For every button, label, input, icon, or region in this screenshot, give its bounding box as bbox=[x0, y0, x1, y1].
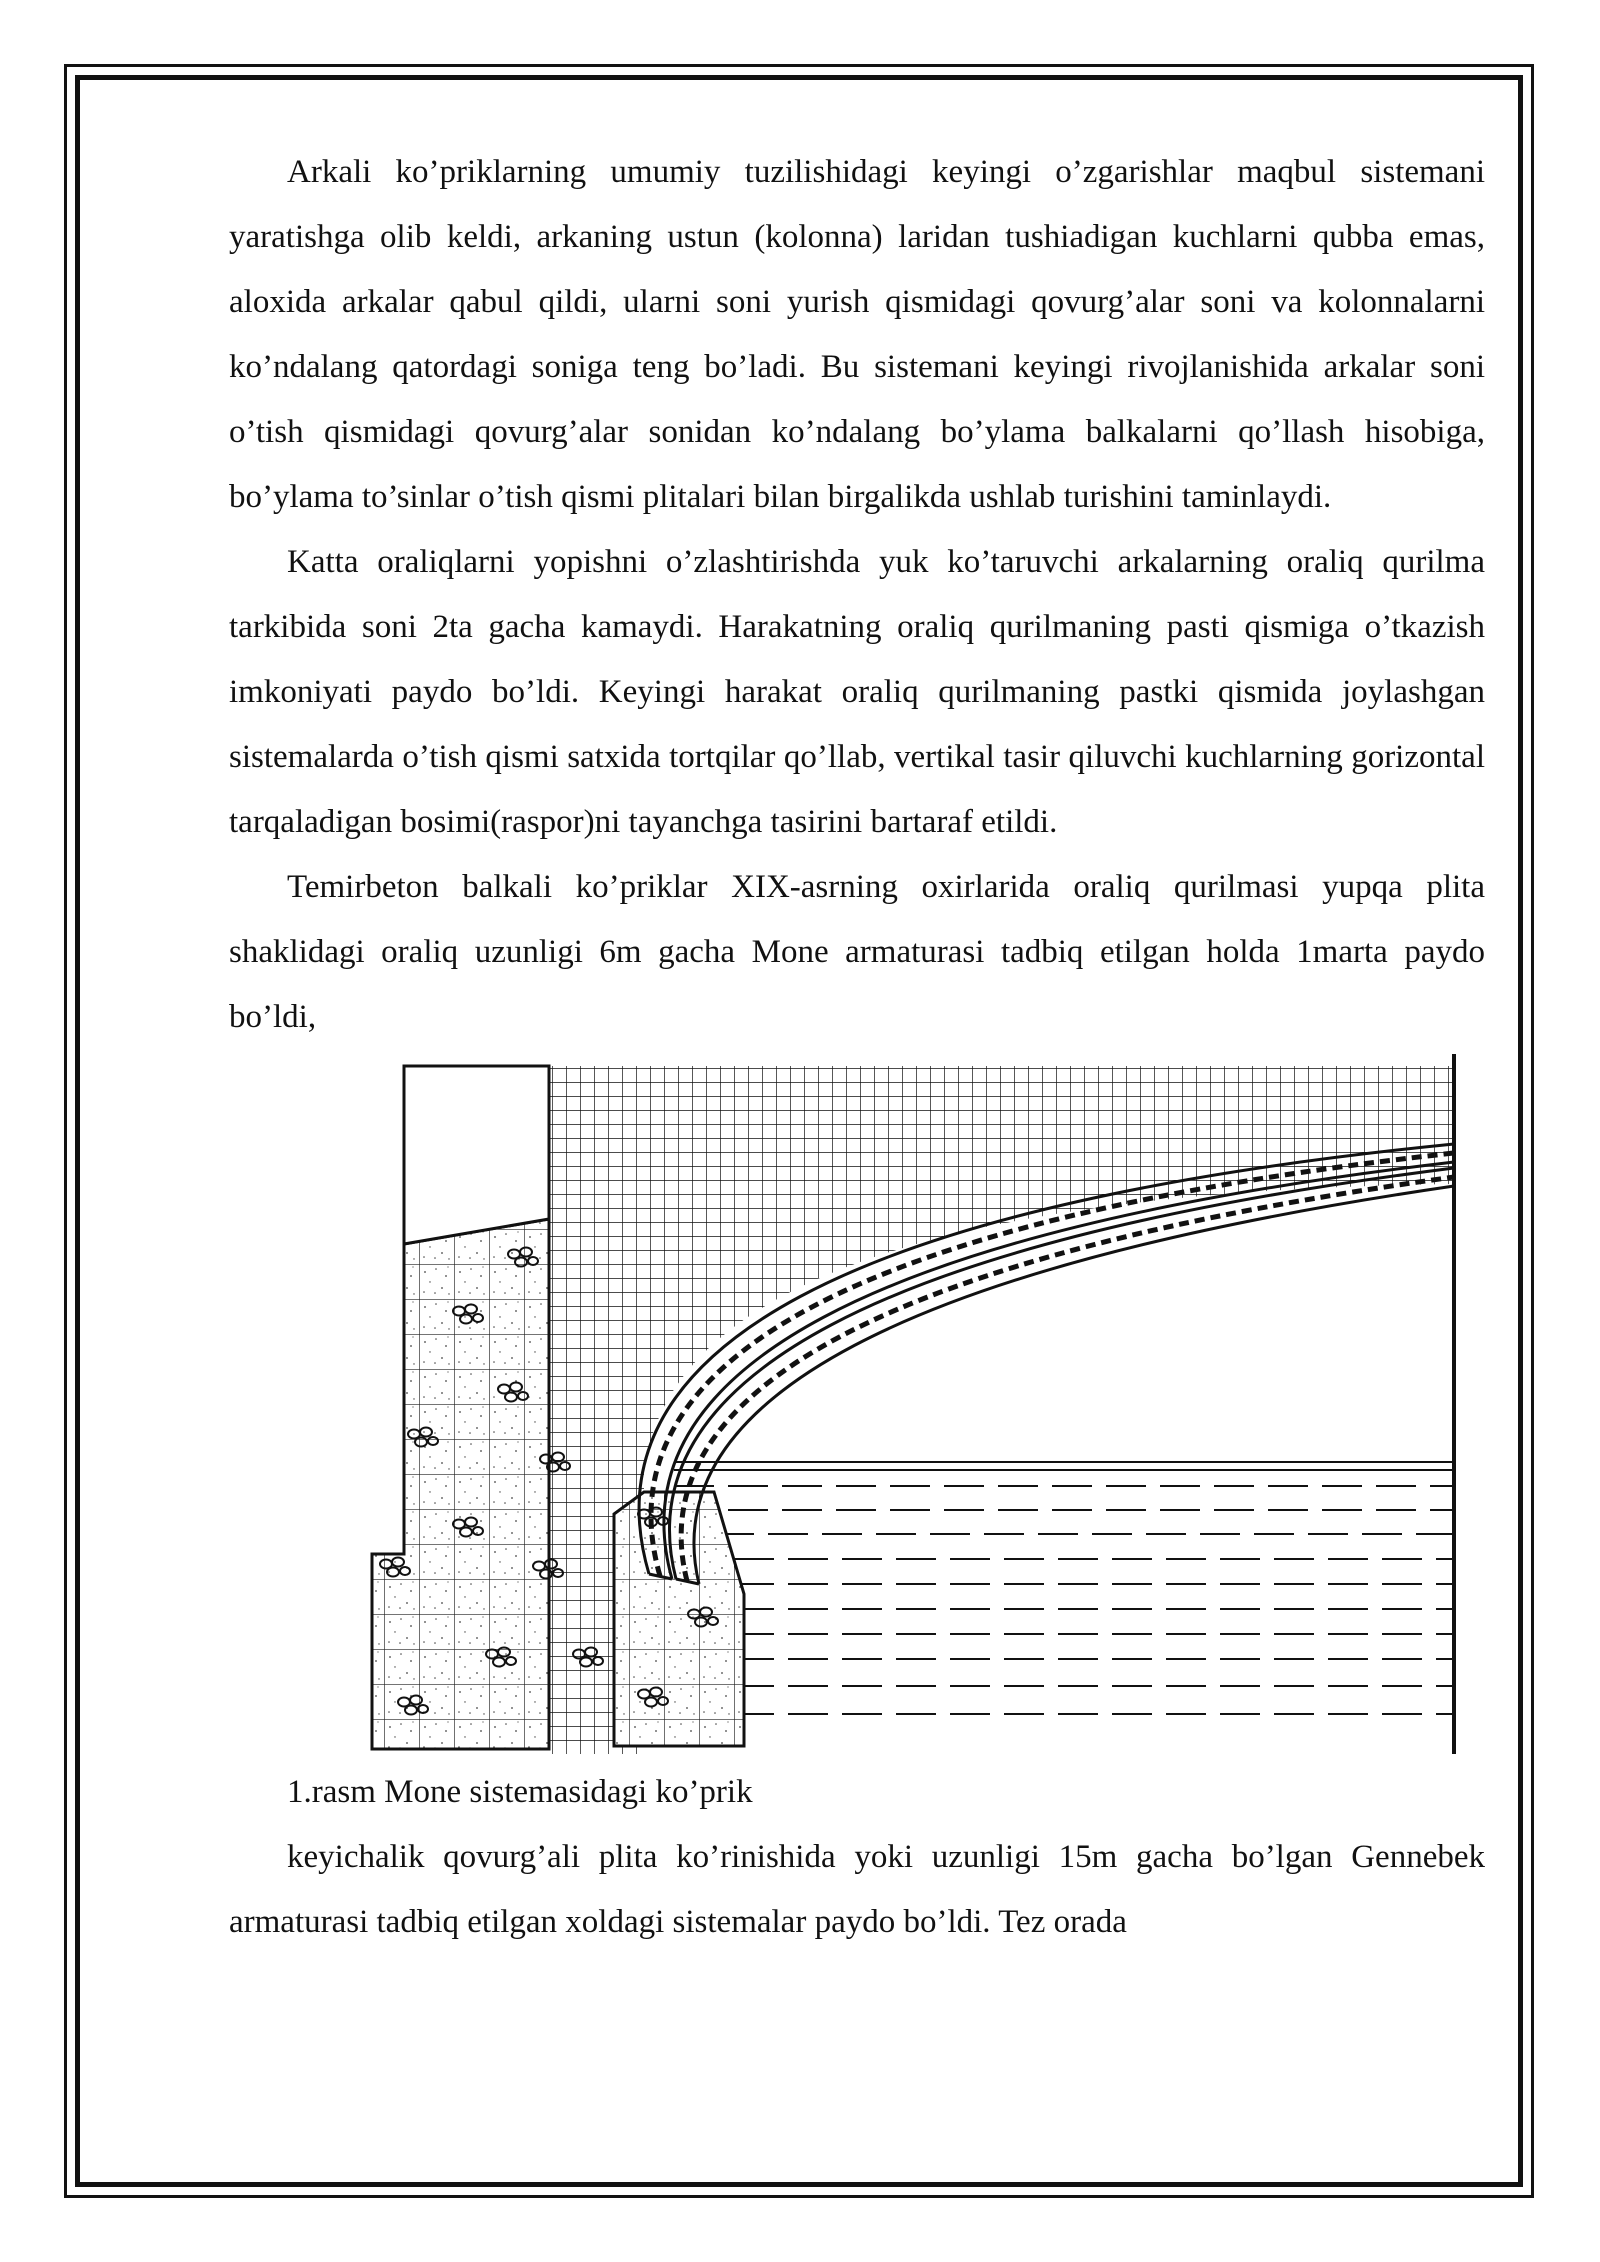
figure-caption: 1.rasm Mone sistemasidagi ko’prik bbox=[287, 1774, 753, 1810]
abutment-wall bbox=[404, 1066, 549, 1244]
page-content bbox=[229, 140, 1485, 1955]
paragraph-1: Arkali ko’priklarning umumiy tuzilishidagi keyingi o’zgarishlar maqbul sistemani yaratishga olib keldi, arkaning ustun (kolonna) laridan tushiadigan kuchlarni qubba emas, aloxida arkalar qabul qildi, ularni soni yurish qismidagi qovurg’alar soni va kolonnalarni ko’ndalang qatordagi soniga teng bo’ladi. Bu sistemani keyingi rivojlanishida arkalar soni o’tish qismidagi qovurg’alar sonidan ko’ndalang bo’ylama balkalarni qo’llash hisobiga, bo’ylama to’sinlar o’tish qismi plitalari bilan birgalikda ushlab turishini taminlaydi. bbox=[229, 154, 1485, 515]
paragraph-4: keyichalik qovurg’ali plita ko’rinishida yoki uzunligi 15m gacha bo’lgan Gennebek armaturasi tadbiq etilgan xoldagi sistemalar paydo bo’ldi. Tez orada bbox=[229, 1839, 1485, 1940]
mone-bridge-figure bbox=[314, 1054, 1484, 1754]
paragraph-2: Katta oraliqlarni yopishni o’zlashtirishda yuk ko’taruvchi arkalarning oraliq qurilma tarkibida soni 2ta gacha kamaydi. Harakatning oraliq qurilmaning pasti qismiga o’tkazish imkoniyati paydo bo’ldi. Keyingi harakat oraliq qurilmaning pastki qismida joylashgan sistemalarda o’tish qismi satxida tortqilar qo’llab, vertikal tasir qiluvchi kuchlarning gorizontal tarqaladigan bosimi(raspor)ni tayanchga tasirini bartaraf etildi. bbox=[229, 544, 1485, 840]
abutment bbox=[372, 1219, 549, 1749]
paragraph-3: Temirbeton balkali ko’priklar XIX-asrning oxirlarida oraliq qurilmasi yupqa plita shaklidagi oraliq uzunligi 6m gacha Mone armaturasi tadbiq etilgan holda 1marta paydo bo’ldi, bbox=[229, 869, 1485, 1035]
